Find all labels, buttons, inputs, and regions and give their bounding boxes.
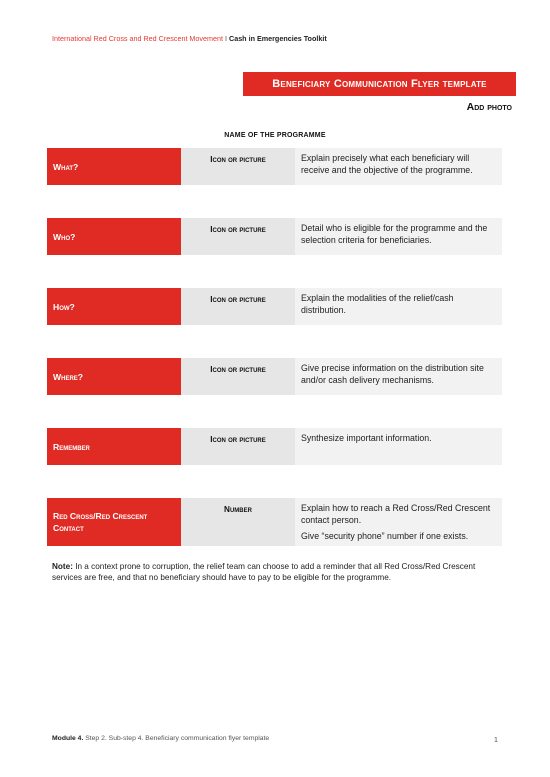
number-placeholder: Number [181,498,295,546]
row-label: Red Cross/Red Crescent Contact [47,498,181,546]
icon-placeholder: Icon or picture [181,428,295,465]
footer-module: Module 4. [52,735,84,742]
banner-title: Beneficiary Communication Flyer template [272,78,487,90]
row-label: How? [47,288,181,325]
row-contact [47,498,502,546]
note-label: Note: [52,562,73,571]
row-remember [47,428,502,465]
add-photo-label: Add photo [466,101,512,113]
page-number: 1 [493,735,498,744]
row-label: What? [47,148,181,185]
row-description [295,148,502,185]
note-text: In a context prone to corruption, the relief team can choose to add a reminder that all Red Cross/Red Crescent services are free, and that no beneficiary should have to pay to be eligible for the programme. [52,562,476,582]
row-description [295,288,502,325]
desc-paragraph: Explain the modalities of the relief/cash distribution. [301,293,454,315]
row-description [295,358,502,395]
header-separator: I [223,34,229,43]
row-how [47,288,502,325]
row-label: Where? [47,358,181,395]
title-banner [243,72,516,96]
header-org: International Red Cross and Red Crescent Movement [52,34,223,43]
row-what [47,148,502,185]
icon-placeholder: Icon or picture [181,218,295,255]
desc-paragraph: Detail who is eligible for the programme and the selection criteria for beneficiaries. [301,223,488,245]
desc-paragraph: Give precise information on the distribution site and/or cash delivery mechanisms. [301,363,484,385]
row-where [47,358,502,395]
desc-paragraph: Synthesize important information. [301,433,432,443]
icon-placeholder: Icon or picture [181,288,295,325]
page-footer [52,735,269,742]
footer-text: Step 2. Sub-step 4. Beneficiary communication flyer template [83,735,270,742]
icon-placeholder: Icon or picture [181,358,295,395]
row-description [295,218,502,255]
row-who [47,218,502,255]
desc-paragraph: Explain precisely what each beneficiary will receive and the objective of the programme. [301,153,473,175]
row-label: Who? [47,218,181,255]
icon-placeholder: Icon or picture [181,148,295,185]
row-description [295,498,502,546]
desc-paragraph: Give “security phone” number if one exists. [301,531,469,541]
note-paragraph [52,561,502,583]
row-description [295,428,502,465]
page-header [52,34,327,43]
row-label: Remember [47,428,181,465]
desc-paragraph: Explain how to reach a Red Cross/Red Crescent contact person. [301,503,491,525]
header-toolkit: Cash in Emergencies Toolkit [229,34,327,43]
programme-name: NAME OF THE PROGRAMME [224,132,326,139]
